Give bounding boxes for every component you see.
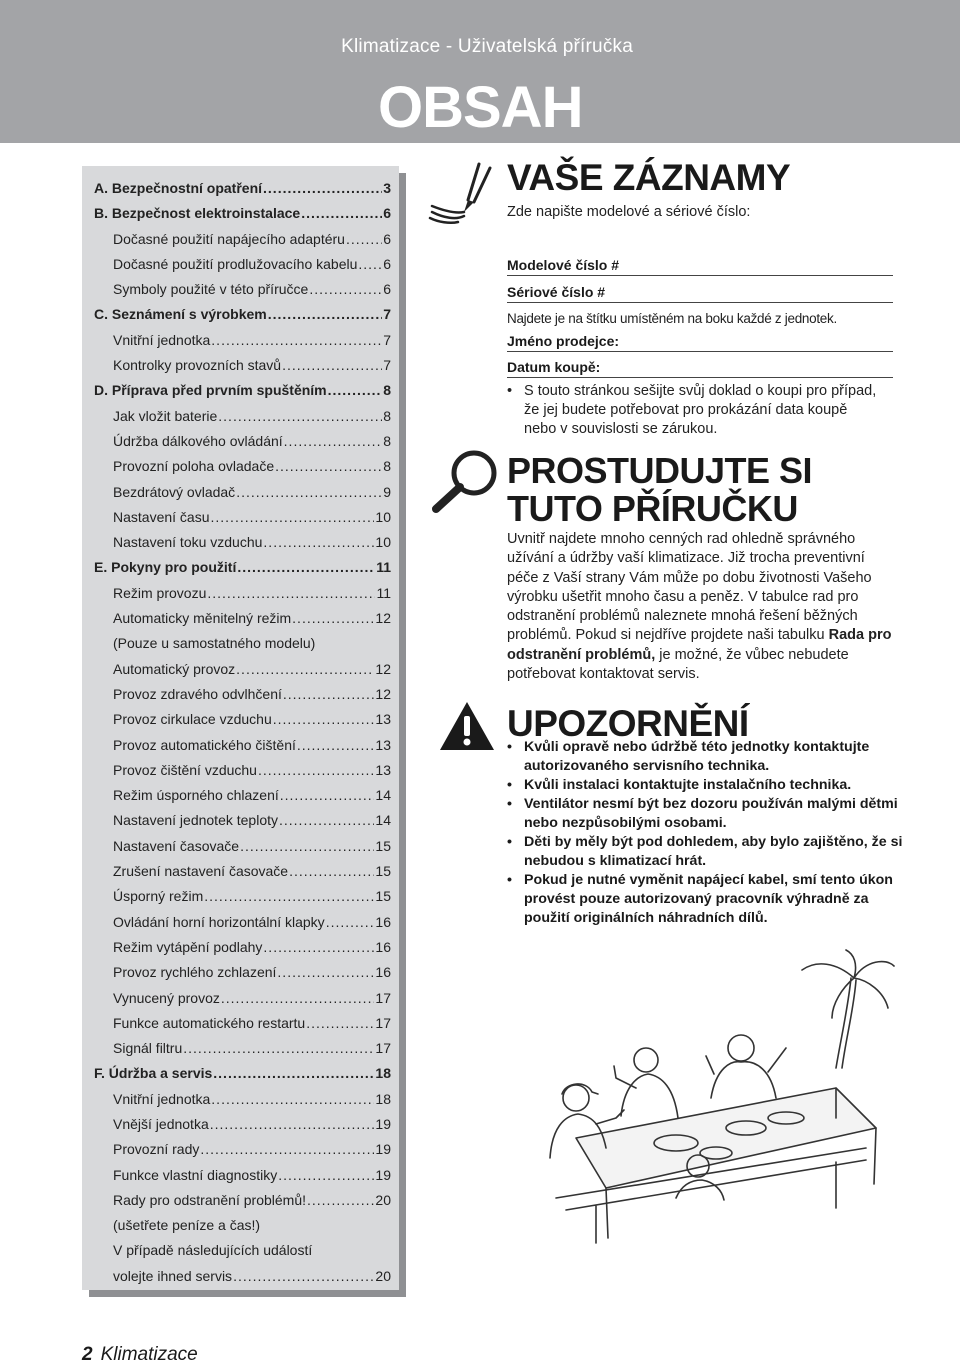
toc-entry[interactable] <box>82 1264 399 1289</box>
toc-entry-page: 17 <box>375 1014 391 1031</box>
toc-entry-page: 18 <box>375 1090 391 1107</box>
toc-leader-dots <box>307 1188 374 1213</box>
toc-entry-label: Provoz čištění vzduchu <box>113 761 257 778</box>
records-bullet <box>507 382 877 439</box>
toc-entry[interactable] <box>82 302 399 327</box>
toc-entry-page: 6 <box>383 281 391 298</box>
toc-entry-page: 17 <box>375 989 391 1006</box>
toc-entry-label: A. Bezpečnostní opatření <box>94 180 263 196</box>
toc-entry-page: 12 <box>375 660 391 677</box>
toc-entry-page: 15 <box>375 888 391 905</box>
table-of-contents <box>82 166 399 1290</box>
toc-leader-dots <box>240 834 374 859</box>
toc-entry[interactable] <box>82 505 399 530</box>
toc-entry[interactable] <box>82 1061 399 1086</box>
toc-entry-label: volejte ihned servis <box>113 1267 233 1284</box>
toc-leader-dots <box>204 884 374 909</box>
toc-leader-dots <box>292 606 374 631</box>
toc-entry-label: Ovládání horní horizontální klapky <box>113 913 325 930</box>
toc-entry-label: Provoz automatického čištění <box>113 736 296 753</box>
toc-leader-dots <box>213 1061 374 1086</box>
toc-entry[interactable] <box>82 631 399 656</box>
toc-entry-page: 13 <box>375 761 391 778</box>
toc-entry-label: Vnitřní jednotka <box>113 331 211 348</box>
toc-entry-label: Režim vytápění podlahy <box>113 938 263 955</box>
page-title: OBSAH <box>378 75 583 140</box>
toc-leader-dots <box>263 530 374 555</box>
toc-entry-label: Rady pro odstranění problémů! <box>113 1191 306 1208</box>
toc-entry[interactable] <box>82 454 399 479</box>
toc-entry-label: (Pouze u samostatného modelu) <box>113 635 316 652</box>
toc-entry-label: Údržba dálkového ovládání <box>113 432 283 449</box>
toc-leader-dots <box>258 758 374 783</box>
toc-entry-page: 6 <box>383 230 391 247</box>
dealer-name-field[interactable] <box>507 333 893 352</box>
toc-entry[interactable] <box>82 429 399 454</box>
toc-entry[interactable] <box>82 1011 399 1036</box>
records-heading: VAŠE ZÁZNAMY <box>507 157 791 198</box>
toc-entry[interactable] <box>82 910 399 935</box>
toc-entry-page: 9 <box>383 483 391 500</box>
page-header <box>0 0 960 143</box>
toc-entry[interactable] <box>82 227 399 252</box>
toc-entry[interactable] <box>82 1188 399 1213</box>
toc-entry[interactable] <box>82 783 399 808</box>
serial-number-field[interactable] <box>507 284 893 303</box>
toc-entry-page: 10 <box>375 534 391 551</box>
toc-entry-page: 20 <box>375 1191 391 1208</box>
toc-entry[interactable] <box>82 1163 399 1188</box>
toc-entry[interactable] <box>82 884 399 909</box>
toc-leader-dots <box>328 378 383 403</box>
toc-leader-dots <box>282 353 382 378</box>
toc-entry-label: Provozní poloha ovladače <box>113 458 275 475</box>
header-subtitle: Klimatizace - Uživatelská příručka <box>341 36 633 57</box>
page-number: 2 <box>82 1344 93 1365</box>
toc-entry[interactable] <box>82 758 399 783</box>
toc-entry[interactable] <box>82 328 399 353</box>
toc-leader-dots <box>221 986 375 1011</box>
toc-entry[interactable] <box>82 707 399 732</box>
caution-item: • Kvůli opravě nebo údržbě této jednotky kontaktujte autorizovaného servisního technika. <box>507 738 907 776</box>
purchase-date-field[interactable] <box>507 359 893 378</box>
toc-entry-page: 18 <box>375 1065 391 1082</box>
toc-entry[interactable] <box>82 1112 399 1137</box>
toc-entry-label: Dočasné použití prodlužovacího kabelu <box>113 255 358 272</box>
toc-entry[interactable] <box>82 176 399 201</box>
toc-entry-label: Dočasné použití napájecího adaptéru <box>113 230 345 247</box>
toc-leader-dots <box>358 252 382 277</box>
toc-entry-label: Nastavení toku vzduchu <box>113 534 263 551</box>
toc-entry-label: Nastavení časovače <box>113 837 240 854</box>
toc-entry-page: 15 <box>375 863 391 880</box>
toc-entry-label: Jak vložit baterie <box>113 407 218 424</box>
toc-entry-label: Vynucený provoz <box>113 989 220 1006</box>
study-heading-line2: TUTO PŘÍRUČKU <box>507 488 798 529</box>
toc-entry-label: Funkce automatického restartu <box>113 1014 306 1031</box>
toc-entry[interactable] <box>82 480 399 505</box>
toc-entry[interactable] <box>82 986 399 1011</box>
toc-entry-page: 20 <box>375 1267 391 1284</box>
records-bullet-text: • S touto stránkou sešijte svůj doklad o koupi pro případ, že jej budete potřebovat pro prokázání data koupě nebo v souvislosti se zárukou. <box>507 382 877 439</box>
model-number-field[interactable] <box>507 257 893 276</box>
page-footer <box>82 1344 198 1366</box>
study-heading-line1: PROSTUDUJTE SI <box>507 450 813 491</box>
toc-entry-page: 7 <box>383 357 391 374</box>
toc-leader-dots <box>278 1163 374 1188</box>
toc-entry-label: V případě následujících událostí <box>113 1242 313 1259</box>
toc-entry-page: 16 <box>375 964 391 981</box>
toc-entry-page: 17 <box>375 1040 391 1057</box>
toc-leader-dots <box>289 859 374 884</box>
toc-entry-page: 7 <box>383 306 391 323</box>
toc-entry-page: 14 <box>375 812 391 829</box>
toc-entry-page: 8 <box>383 458 391 475</box>
study-text-part1: Uvnitř najdete mnoho cenných rad ohledně správného užívání a údržby vaší klimatizace. Již trocha preventivní péče z Vaší strany Vám může po dobu životnosti Vašeho výrobku ušetřit mnoho času a peněz. V tabulce rad pro odstranění problémů naleznete mnohá řešení běžných problémů. Pokud si nejdříve projdete naši tabulku <box>507 531 872 644</box>
toc-entry-page: 19 <box>375 1141 391 1158</box>
toc-entry-page: 7 <box>383 331 391 348</box>
toc-leader-dots <box>306 1011 374 1036</box>
footer-text: Klimatizace <box>100 1344 198 1365</box>
warning-icon <box>438 700 496 752</box>
caution-heading: UPOZORNĚNÍ <box>507 703 749 744</box>
toc-leader-dots <box>268 302 382 327</box>
toc-leader-dots <box>284 429 383 454</box>
toc-leader-dots <box>277 960 374 985</box>
toc-entry[interactable] <box>82 530 399 555</box>
toc-leader-dots <box>283 682 375 707</box>
study-text-part2: je možné, že vůbec nebudete potřebovat kontaktovat servis. <box>507 646 849 683</box>
caution-item: • Pokud je nutné vyměnit napájecí kabel, smí tento úkon provést pouze autorizovaný pracovník výhradně za použití originálních náhradních dílů. <box>507 871 907 928</box>
toc-entry[interactable] <box>82 581 399 606</box>
toc-entry[interactable] <box>82 201 399 226</box>
toc-entry-page: 10 <box>375 508 391 525</box>
toc-leader-dots <box>211 505 375 530</box>
toc-entry-label: Provoz rychlého zchlazení <box>113 964 277 981</box>
toc-entry-page: 15 <box>375 837 391 854</box>
toc-leader-dots <box>211 1087 374 1112</box>
toc-leader-dots <box>183 1036 374 1061</box>
toc-leader-dots <box>279 808 374 833</box>
toc-entry[interactable] <box>82 252 399 277</box>
family-picnic-illustration <box>536 948 896 1248</box>
toc-entry[interactable] <box>82 859 399 884</box>
model-number-label: Modelové číslo # <box>507 257 620 273</box>
toc-entry[interactable] <box>82 1238 399 1263</box>
toc-leader-dots <box>309 277 382 302</box>
purchase-date-label: Datum koupě: <box>507 359 601 375</box>
toc-entry-label: (ušetřete peníze a čas!) <box>113 1217 261 1234</box>
toc-entry-page: 13 <box>375 736 391 753</box>
toc-leader-dots <box>236 657 374 682</box>
toc-entry-label: Úsporný režim <box>113 888 204 905</box>
toc-entry-label: Funkce vlastní diagnostiky <box>113 1166 278 1183</box>
toc-entry[interactable] <box>82 733 399 758</box>
toc-entry-page: 14 <box>375 787 391 804</box>
study-heading <box>507 452 812 528</box>
toc-entry-label: F. Údržba a servis <box>94 1065 213 1082</box>
toc-entry-label: B. Bezpečnost elektroinstalace <box>94 205 301 222</box>
toc-entry[interactable] <box>82 404 399 429</box>
caution-item: • Ventilátor nesmí být bez dozoru používán malými dětmi nebo nezpůsobilými osobami. <box>507 795 907 833</box>
toc-leader-dots <box>263 935 374 960</box>
toc-entry[interactable] <box>82 555 399 580</box>
toc-entry-label: Režim úsporného chlazení <box>113 787 279 804</box>
toc-entry-label: Vnější jednotka <box>113 1115 209 1132</box>
toc-leader-dots <box>301 201 382 226</box>
toc-entry-label: C. Seznámení s výrobkem <box>94 306 267 323</box>
magnifier-icon <box>428 447 500 515</box>
toc-entry-page: 19 <box>375 1115 391 1132</box>
toc-entry[interactable] <box>82 378 399 403</box>
toc-entry-label: Provoz zdravého odvlhčení <box>113 685 282 702</box>
toc-entry-page: 13 <box>375 711 391 728</box>
toc-leader-dots <box>211 328 382 353</box>
toc-entry-page: 8 <box>383 432 391 449</box>
toc-entry[interactable] <box>82 1036 399 1061</box>
toc-leader-dots <box>346 227 382 252</box>
caution-item: • Kvůli instalaci kontaktujte instalačního technika. <box>507 776 907 795</box>
toc-leader-dots <box>218 404 382 429</box>
toc-entry[interactable] <box>82 1137 399 1162</box>
toc-entry-page: 16 <box>375 913 391 930</box>
toc-entry-label: Provozní rady <box>113 1141 200 1158</box>
toc-entry[interactable] <box>82 808 399 833</box>
toc-entry-label: Režim provozu <box>113 584 207 601</box>
toc-entry-page: 8 <box>383 382 391 399</box>
toc-leader-dots <box>326 910 375 935</box>
toc-entry-label: D. Příprava před prvním spuštěním <box>94 382 327 399</box>
toc-entry-label: Zrušení nastavení časovače <box>113 863 289 880</box>
serial-number-label: Sériové číslo # <box>507 284 606 300</box>
toc-entry-page: 12 <box>375 610 391 627</box>
toc-entry-label: Provoz cirkulace vzduchu <box>113 711 272 728</box>
toc-entry[interactable] <box>82 935 399 960</box>
toc-entry-label: Symboly použité v této příručce <box>113 281 309 298</box>
toc-leader-dots <box>237 555 375 580</box>
toc-entry[interactable] <box>82 682 399 707</box>
toc-entry-page: 11 <box>376 584 391 601</box>
toc-entry-label: Nastavení času <box>113 508 210 525</box>
toc-entry-page: 8 <box>383 407 391 424</box>
toc-entry[interactable] <box>82 606 399 631</box>
toc-leader-dots <box>297 733 375 758</box>
toc-entry-label: Automatický provoz <box>113 660 236 677</box>
toc-entry-page: 3 <box>383 180 391 196</box>
caution-item: • Děti by měly být pod dohledem, aby bylo zajištěno, že si nebudou s klimatizací hrát. <box>507 833 907 871</box>
toc-entry[interactable] <box>82 1087 399 1112</box>
toc-leader-dots <box>210 1112 375 1137</box>
toc-entry[interactable] <box>82 834 399 859</box>
toc-leader-dots <box>236 480 382 505</box>
records-intro: Zde napište modelové a sériové číslo: <box>507 204 751 220</box>
toc-leader-dots <box>273 707 375 732</box>
caution-list <box>507 738 907 928</box>
toc-leader-dots <box>275 454 382 479</box>
toc-entry-page: 6 <box>383 255 391 272</box>
toc-entry[interactable] <box>82 1213 399 1238</box>
toc-leader-dots <box>200 1137 374 1162</box>
records-note: Najdete je na štítku umístěném na boku každé z jednotek. <box>507 311 837 326</box>
toc-entry[interactable] <box>82 353 399 378</box>
toc-entry-label: Nastavení jednotek teploty <box>113 812 278 829</box>
toc-entry-page: 16 <box>375 938 391 955</box>
study-text-bold: Rada pro odstranění problémů, <box>507 627 892 663</box>
toc-entry-page: 11 <box>376 559 391 576</box>
toc-entry-label: Automaticky měnitelný režim <box>113 610 292 627</box>
toc-entry-page: 6 <box>383 205 391 222</box>
toc-entry[interactable] <box>82 960 399 985</box>
study-text <box>507 530 892 684</box>
toc-leader-dots <box>280 783 375 808</box>
pen-icon <box>424 160 494 230</box>
toc-entry-label: Kontrolky provozních stavů <box>113 357 282 374</box>
dealer-name-label: Jméno prodejce: <box>507 333 620 349</box>
toc-entry[interactable] <box>82 657 399 682</box>
toc-entry-label: Bezdrátový ovladač <box>113 483 236 500</box>
toc-entry-label: E. Pokyny pro použití <box>94 559 237 576</box>
toc-leader-dots <box>263 176 382 201</box>
toc-leader-dots <box>207 581 375 606</box>
toc-entry-page: 19 <box>375 1166 391 1183</box>
toc-entry-label: Signál filtru <box>113 1040 183 1057</box>
toc-entry-label: Vnitřní jednotka <box>113 1090 211 1107</box>
toc-leader-dots <box>233 1264 374 1289</box>
toc-entry-page: 12 <box>375 685 391 702</box>
toc-entry[interactable] <box>82 277 399 302</box>
